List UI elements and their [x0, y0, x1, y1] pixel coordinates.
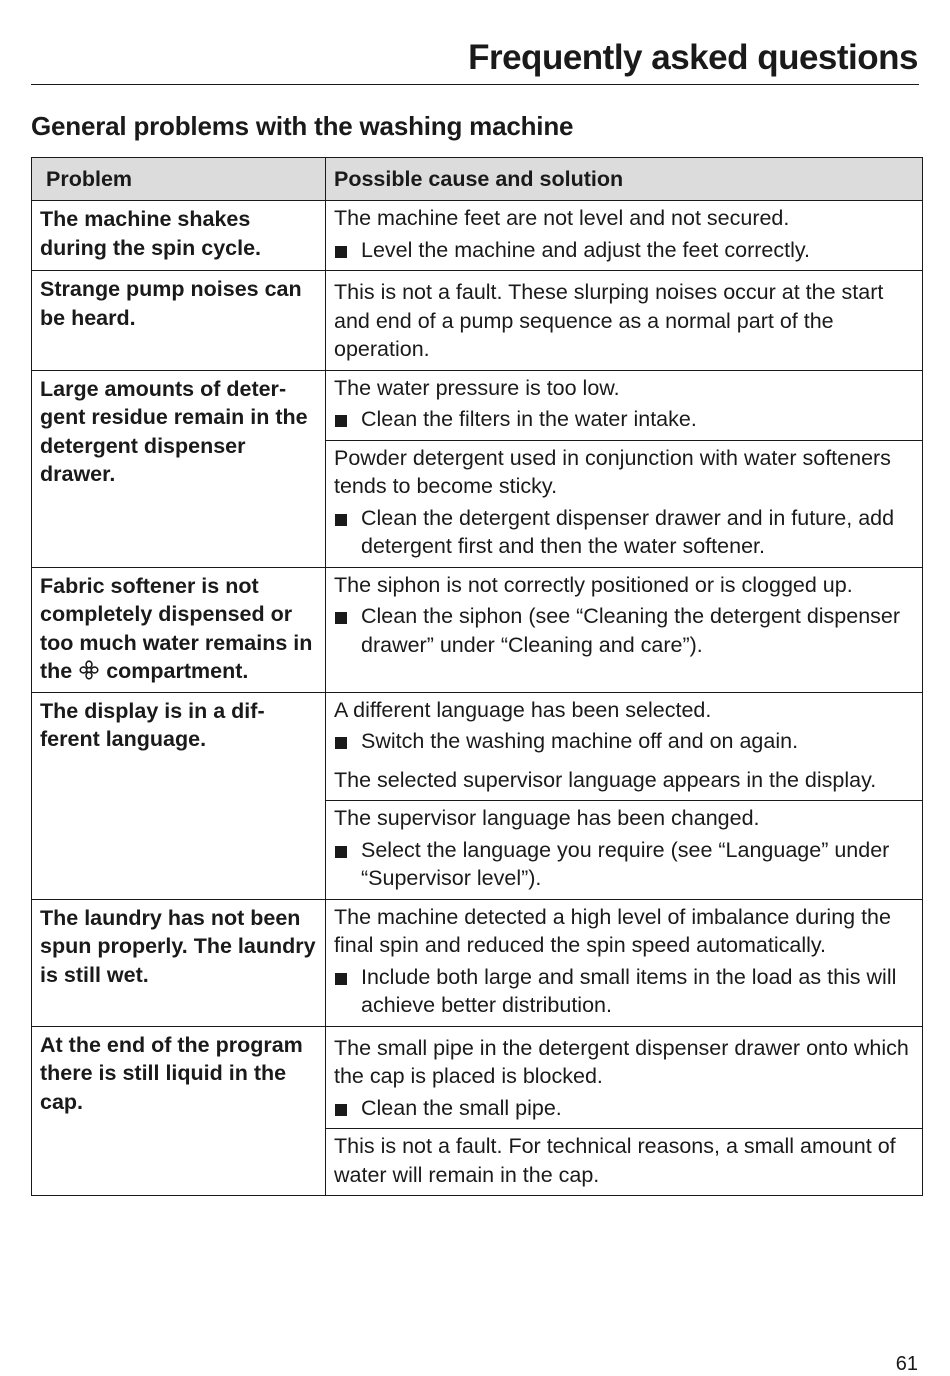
problem-cell: Large amounts of detergent residue remain in the detergent dispenser drawer. — [32, 370, 326, 567]
cause-text: This is not a fault. These slurping noises occur at the start and end of a pump sequence as a normal part of the operation. — [334, 280, 884, 361]
solution-bullet — [334, 727, 912, 756]
cause-text: The machine feet are not level and not secured. — [334, 206, 790, 230]
table-row — [32, 899, 923, 1026]
solution-text: Include both large and small items in the load as this will achieve better distribution. — [361, 964, 897, 1017]
solution-block — [326, 1027, 922, 1129]
bullet-square-icon — [335, 846, 347, 858]
problem-cell: The laundry has not been spun properly. The laundry is still wet. — [32, 899, 326, 1026]
solution-block — [326, 440, 922, 567]
cause-text: The water pressure is too low. — [334, 375, 620, 400]
solution-cell — [326, 201, 923, 271]
solution-cell — [326, 567, 923, 692]
solution-text: Clean the filters in the water intake. — [361, 407, 697, 431]
solution-block — [326, 201, 922, 270]
cause-text: The machine detected a high level of imbalance during the final spin and reduced the spin speed automatically. — [334, 904, 891, 957]
bullet-square-icon — [335, 737, 347, 749]
problem-cell: At the end of the program there is still liquid in the cap. — [32, 1026, 326, 1196]
table-row — [32, 370, 923, 567]
problem-cell: Strange pump noises can be heard. — [32, 271, 326, 371]
bullet-square-icon — [335, 973, 347, 985]
solution-cell — [326, 271, 923, 371]
solution-bullet — [334, 1094, 912, 1123]
table-row — [32, 201, 923, 271]
solution-block — [326, 800, 922, 899]
table-row — [32, 1026, 923, 1196]
bullet-square-icon — [335, 612, 347, 624]
solution-bullet — [334, 236, 912, 265]
solution-cell — [326, 370, 923, 567]
solution-block — [326, 693, 922, 801]
solution-bullet — [334, 504, 912, 561]
solution-block — [326, 371, 922, 440]
cause-text: The small pipe in the detergent dispenser drawer onto which the cap is placed is blocked. — [334, 1035, 909, 1088]
problem-cell — [32, 567, 326, 692]
bullet-square-icon — [335, 415, 347, 427]
problem-text: Fabric softener is not completely dispensed or too much water remains in the — [40, 573, 313, 683]
cause-text: The siphon is not correctly positioned or is clogged up. — [334, 572, 853, 597]
solution-text: Select the language you require (see “Language” under “Supervisor level”). — [361, 837, 890, 890]
problem-text: compartment. — [106, 659, 249, 683]
cause-text: This is not a fault. For technical reasons, a small amount of water will remain in the cap. — [334, 1134, 896, 1187]
solution-text: Clean the detergent dispenser drawer and in future, add detergent first and then the water softener. — [361, 505, 895, 558]
bullet-square-icon — [335, 246, 347, 258]
solution-bullet — [334, 602, 912, 659]
cause-text: A different language has been selected. — [334, 697, 712, 722]
problem-cell: The display is in a different language. — [32, 692, 326, 899]
column-header-solution: Possible cause and solution — [326, 158, 923, 201]
page-header-title: Frequently asked questions — [468, 38, 918, 77]
table-row — [32, 567, 923, 692]
solution-text: Level the machine and adjust the feet correctly. — [361, 237, 810, 262]
solution-block — [326, 568, 922, 666]
solution-text: Clean the siphon (see “Cleaning the detergent dispenser drawer” under “Cleaning and care”). — [361, 604, 901, 657]
solution-cell — [326, 899, 923, 1026]
table-row — [32, 271, 923, 371]
fabric-softener-flower-icon — [78, 659, 100, 681]
column-header-problem: Problem — [32, 158, 326, 201]
bullet-square-icon — [335, 1104, 347, 1116]
solution-text: Switch the washing machine off and on again. — [361, 729, 799, 753]
table-header-row — [32, 158, 923, 201]
solution-bullet — [334, 836, 912, 893]
solution-bullet — [334, 405, 912, 434]
table-row — [32, 692, 923, 899]
problem-cell: The machine shakes during the spin cycle. — [32, 201, 326, 271]
cause-text: The supervisor language has been changed. — [334, 806, 760, 830]
header-divider — [31, 84, 919, 85]
faq-table — [31, 157, 923, 1196]
solution-text: Clean the small pipe. — [361, 1095, 562, 1120]
solution-block — [326, 900, 922, 1026]
cause-text: The selected supervisor language appears in the display. — [334, 767, 877, 792]
solution-cell — [326, 1026, 923, 1196]
page-number: 61 — [895, 1353, 918, 1375]
solution-bullet — [334, 963, 912, 1020]
solution-cell — [326, 692, 923, 899]
solution-block — [326, 1128, 922, 1195]
cause-text: Powder detergent used in conjunction with water softeners tends to become sticky. — [334, 445, 891, 498]
solution-block — [326, 271, 922, 370]
bullet-square-icon — [335, 514, 347, 526]
section-title: General problems with the washing machine — [31, 111, 574, 141]
